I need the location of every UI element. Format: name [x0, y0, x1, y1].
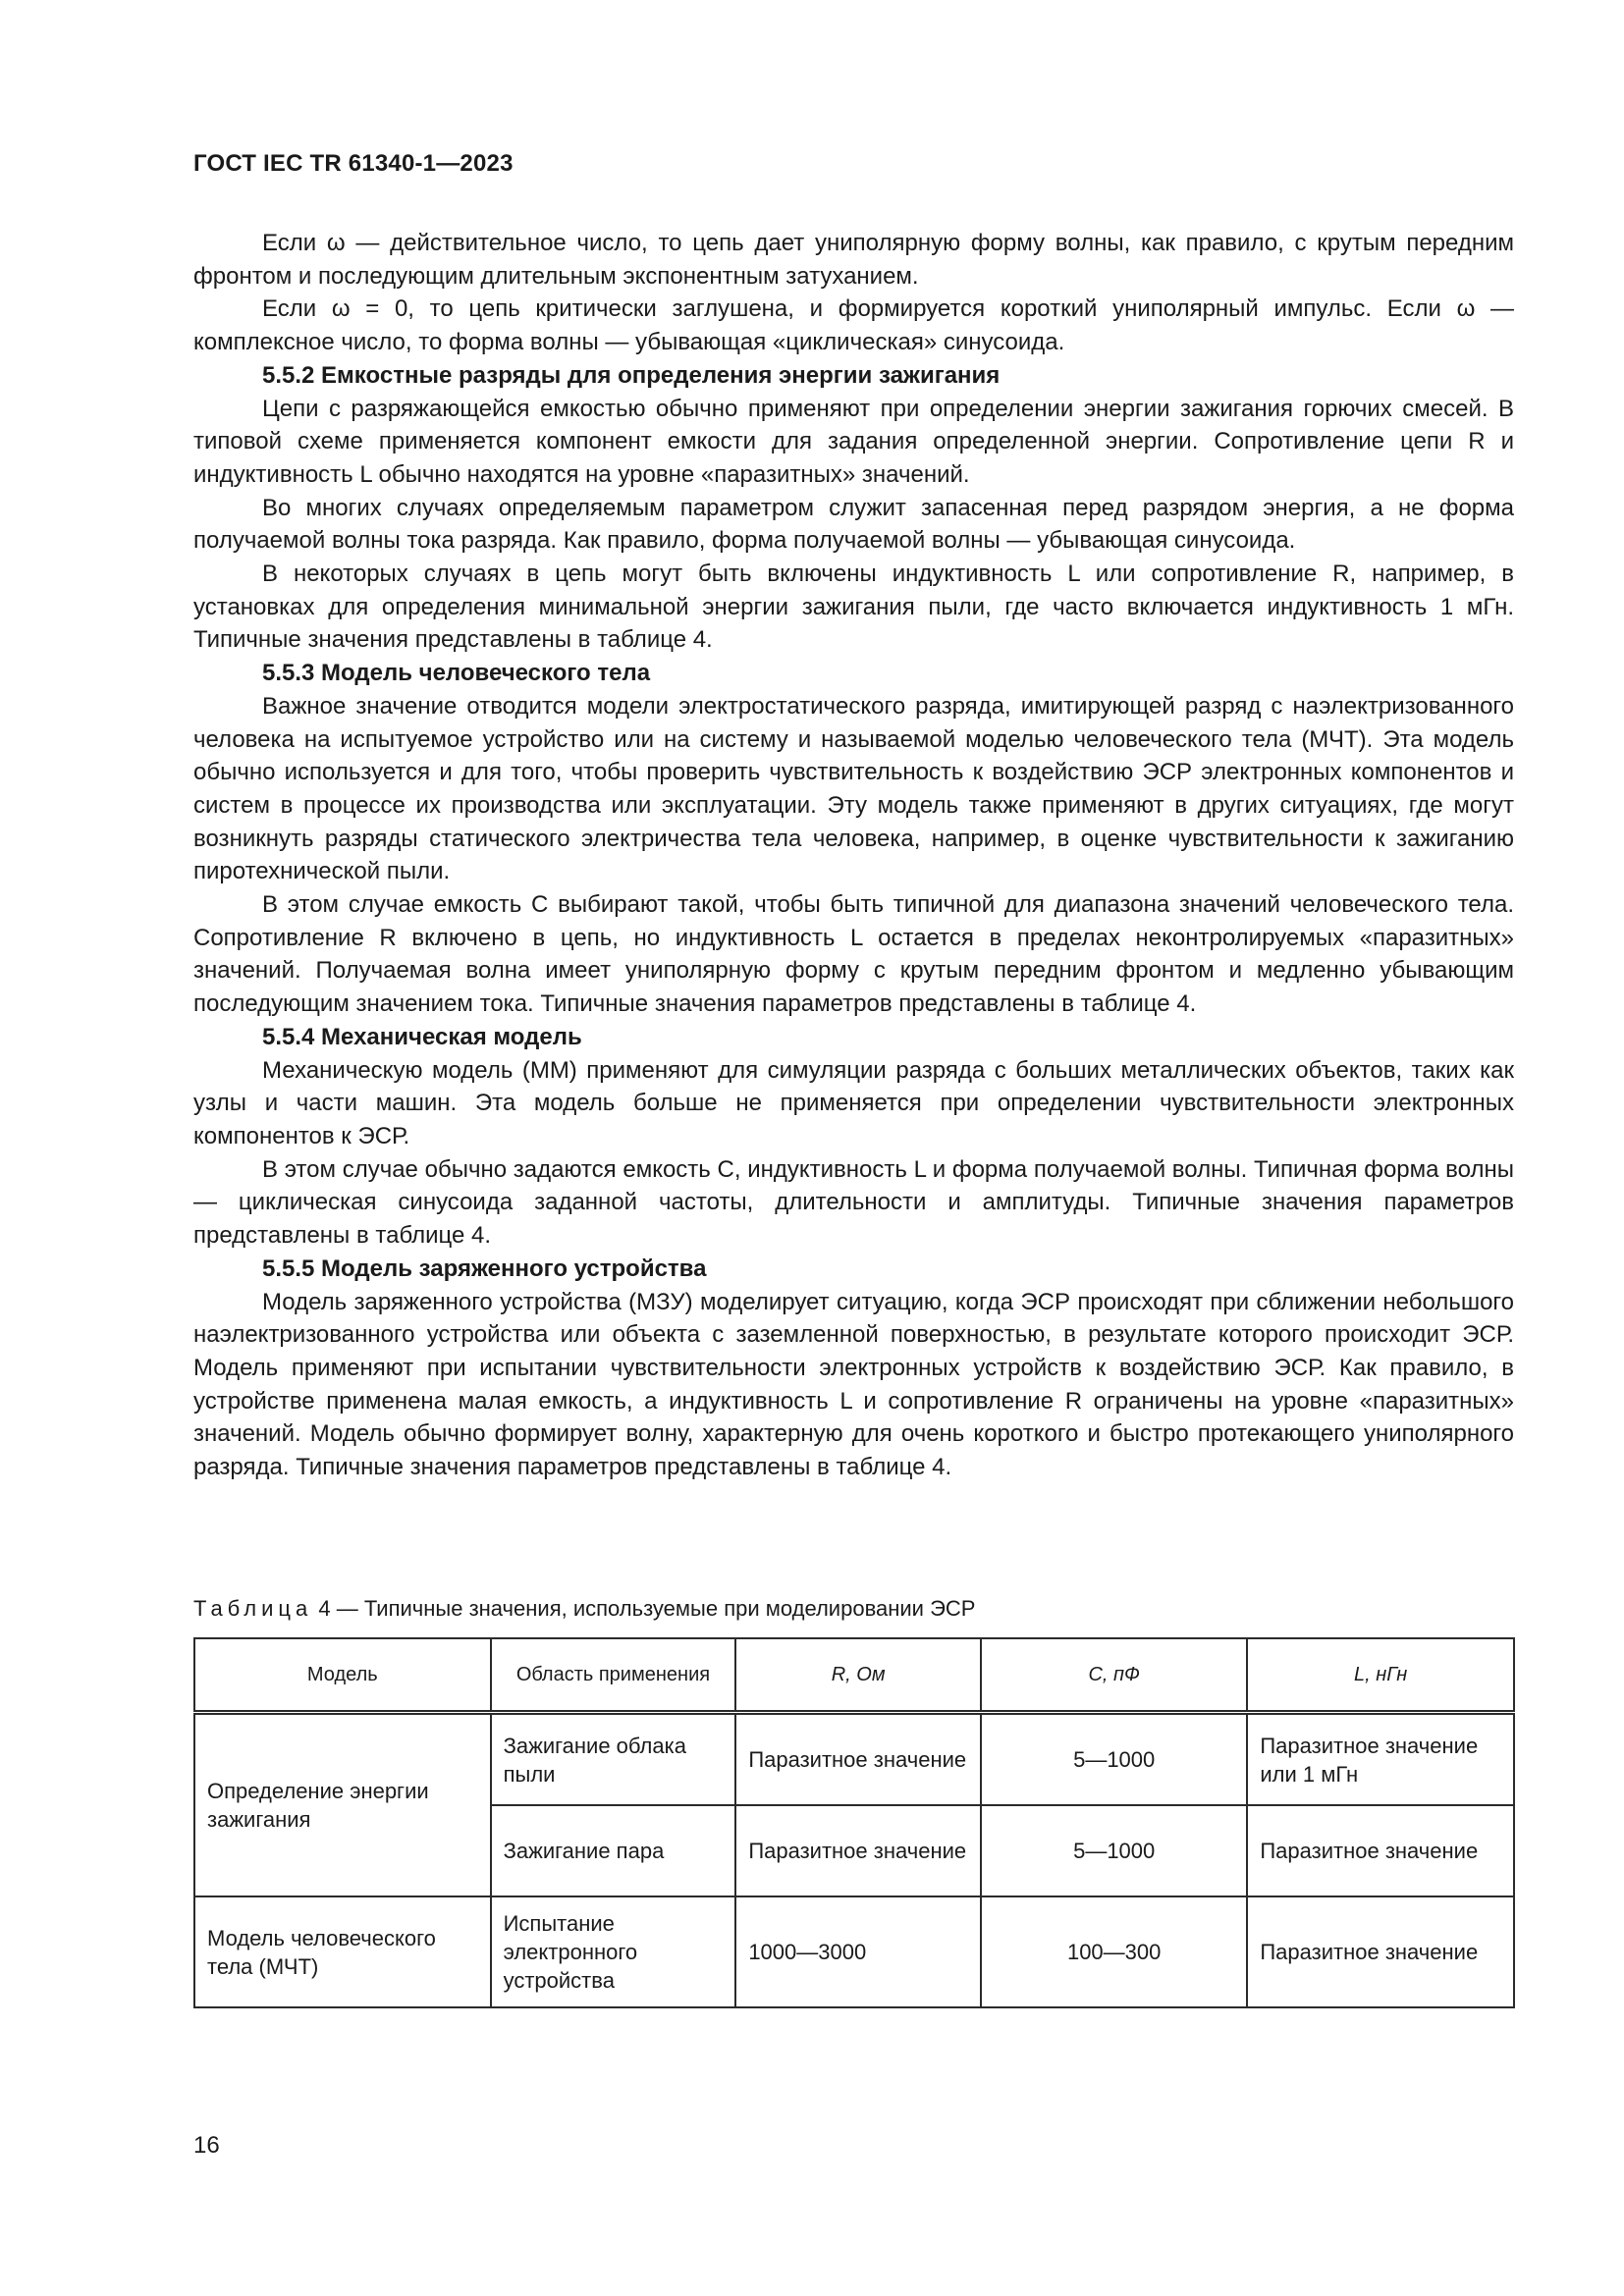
paragraph: Цепи с разряжающейся емкостью обычно применяют при определении энергии зажигания горючих смесей. В типовой схеме применяется компонент емкости для задания определенной энергии. Сопротивление цепи R и индуктивность L обычно находятся на уровне «паразитных» значений.: [193, 395, 1514, 488]
table-header-cell: C, пФ: [981, 1638, 1247, 1713]
table-cell: Зажигание облака пыли: [491, 1713, 736, 1806]
paragraph: Важное значение отводится модели электростатического разряда, имитирующей разряд с наэлектризованного человека на испытуемое устройство или на систему и называемой моделью человеческого тела (МЧТ). Эта модель обычно используется и для того, чтобы проверить чувствительность к воздействию ЭСР электронных компонентов и систем в процессе их производства или эксплуатации. Эту модель также применяют в других ситуациях, где могут возникнуть разряды статического электричества тела человека, например, в оценке чувствительности к зажиганию пиротехнической пыли.: [193, 692, 1514, 885]
paragraph: Если ω — действительное число, то цепь дает униполярную форму волны, как правило, с крутым передним фронтом и последующим длительным экспонентным затуханием.: [193, 230, 1514, 290]
table-caption-text: 4 — Типичные значения, используемые при моделировании ЭСР: [312, 1596, 976, 1621]
section-heading-5-5-2: 5.5.2 Емкостные разряды для определения энергии зажигания: [262, 361, 1001, 389]
table-cell: Паразитное значение: [735, 1713, 981, 1806]
table-cell: Паразитное значение: [1247, 1805, 1514, 1896]
table-cell: Паразитное значение или 1 мГн: [1247, 1713, 1514, 1806]
document-header: ГОСТ IEC TR 61340-1—2023: [193, 150, 514, 177]
table-header-cell: R, Ом: [735, 1638, 981, 1713]
paragraph: Если ω = 0, то цепь критически заглушена, и формируется короткий униполярный импульс. Если ω — комплексное число, то форма волны — убывающая «циклическая» синусоида.: [193, 295, 1514, 356]
table-row: [194, 1896, 1514, 2007]
paragraph: Модель заряженного устройства (МЗУ) моделирует ситуацию, когда ЭСР происходят при сближении небольшого наэлектризованного устройства или объекта с заземленной поверхностью, в результате которого происходит ЭСР. Модель применяют при испытании чувствительности электронных устройств к воздействию ЭСР. Как правило, в устройстве применена малая емкость, а индуктивность L и сопротивление R ограничены на уровне «паразитных» значений. Модель обычно формирует волну, характерную для очень короткого и быстро протекающего униполярного разряда. Типичные значения параметров представлены в таблице 4.: [193, 1288, 1514, 1481]
table-caption-label: Таблица: [193, 1596, 313, 1621]
table-header-cell: Область применения: [491, 1638, 736, 1713]
page-number: 16: [193, 2132, 220, 2159]
section-heading-5-5-5: 5.5.5 Модель заряженного устройства: [262, 1255, 707, 1282]
paragraph: Во многих случаях определяемым параметром служит запасенная перед разрядом энергия, а не форма получаемой волны тока разряда. Как правило, форма получаемой волны — убывающая синусоида.: [193, 494, 1514, 555]
table-cell: 100—300: [981, 1896, 1247, 2007]
table-cell: Испытание электронного устройства: [491, 1896, 736, 2007]
section-heading-5-5-3: 5.5.3 Модель человеческого тела: [262, 660, 651, 687]
table-row: [194, 1713, 1514, 1806]
table-cell: Модель человеческого тела (МЧТ): [194, 1896, 491, 2007]
table-caption: [193, 1596, 975, 1622]
document-body: [193, 227, 1514, 1484]
esd-values-table: [193, 1637, 1515, 2008]
section-heading-5-5-4: 5.5.4 Механическая модель: [262, 1023, 582, 1050]
table-cell: Паразитное значение: [735, 1805, 981, 1896]
table-header-row: [194, 1638, 1514, 1713]
table-cell: Паразитное значение: [1247, 1896, 1514, 2007]
table-cell: 5—1000: [981, 1805, 1247, 1896]
paragraph: В этом случае емкость С выбирают такой, чтобы быть типичной для диапазона значений человеческого тела. Сопротивление R включено в цепь, но индуктивность L остается в пределах неконтролируемых «паразитных» значений. Получаемая волна имеет униполярную форму с крутым передним фронтом и медленно убывающим последующим значением тока. Типичные значения параметров представлены в таблице 4.: [193, 891, 1514, 1018]
paragraph: Механическую модель (ММ) применяют для симуляции разряда с больших металлических объектов, таких как узлы и части машин. Эта модель больше не применяется при определении чувствительности электронных компонентов к ЭСР.: [193, 1056, 1514, 1149]
table-header-cell: L, нГн: [1247, 1638, 1514, 1713]
paragraph: В некоторых случаях в цепь могут быть включены индуктивность L или сопротивление R, например, в установках для определения минимальной энергии зажигания пыли, где часто включается индуктивность 1 мГн. Типичные значения представлены в таблице 4.: [193, 561, 1514, 654]
table-cell: Зажигание пара: [491, 1805, 736, 1896]
table-header-cell: Модель: [194, 1638, 491, 1713]
table-cell: 5—1000: [981, 1713, 1247, 1806]
paragraph: В этом случае обычно задаются емкость С, индуктивность L и форма получаемой волны. Типичная форма волны — циклическая синусоида заданной частоты, длительности и амплитуды. Типичные значения параметров представлены в таблице 4.: [193, 1155, 1514, 1250]
table-cell: 1000—3000: [735, 1896, 981, 2007]
table-cell: Определение энергии зажигания: [194, 1713, 491, 1897]
